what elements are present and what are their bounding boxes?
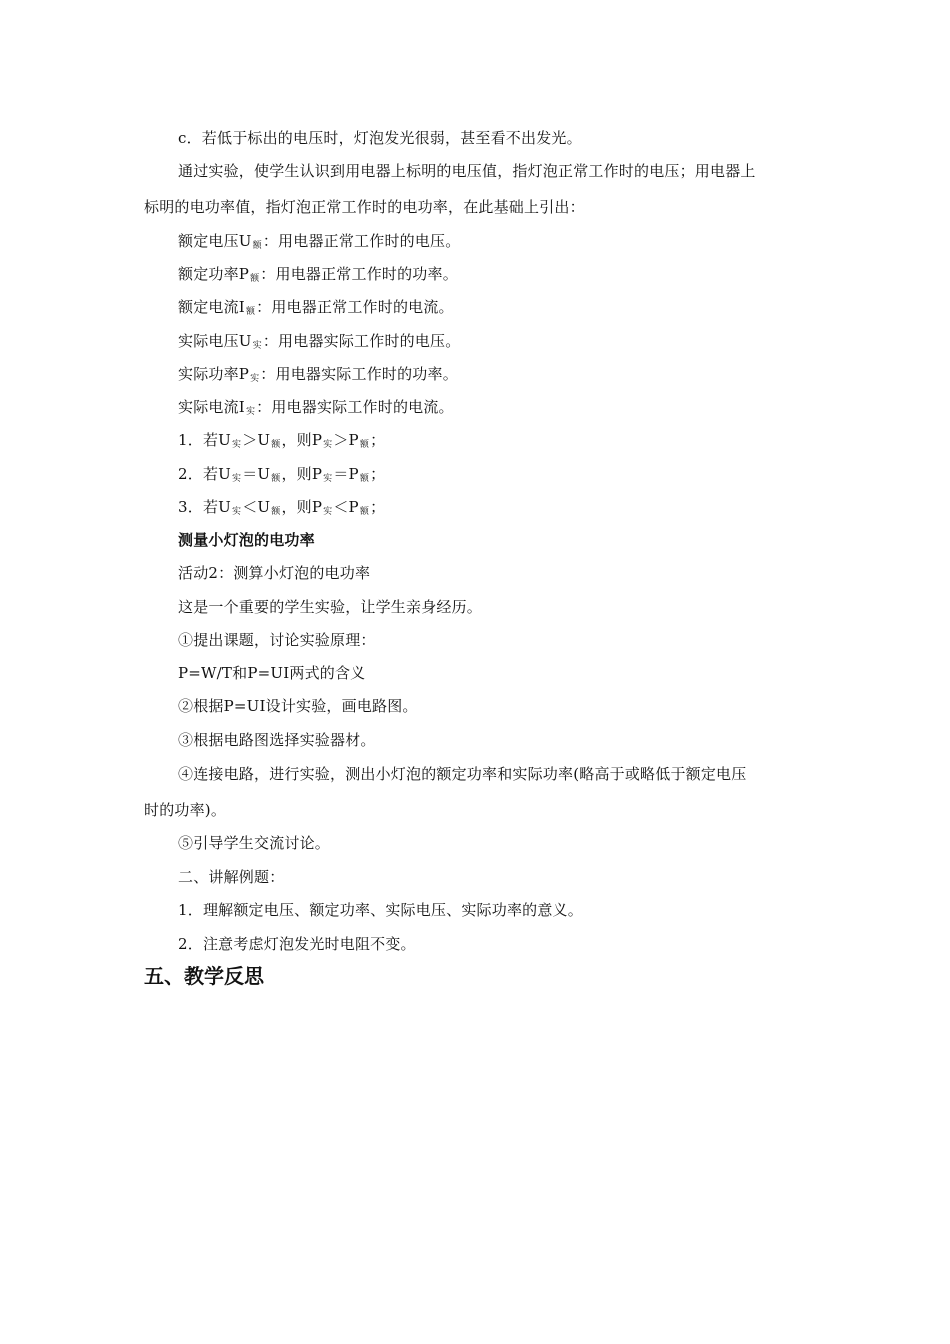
example-line: 2．注意考虑灯泡发光时电阻不变。 — [178, 935, 416, 953]
paragraph-line: 这是一个重要的学生实验，让学生亲身经历。 — [178, 598, 483, 616]
rule-line: 2．若$U_实=U_额$，则$P_实=P_额$； — [178, 465, 386, 484]
definition-actual-current: 实际电流$I_实$：用电器实际工作时的电流。 — [178, 398, 454, 417]
definition-rated-voltage: 额定电压$U_额$：用电器正常工作时的电压。 — [178, 232, 461, 251]
definition-actual-voltage: 实际电压$U_实$：用电器实际工作时的电压。 — [178, 332, 461, 351]
definition-rated-power: 额定功率$P_额$：用电器正常工作时的功率。 — [178, 265, 458, 284]
example-line: 1．理解额定电压、额定功率、实际电压、实际功率的意义。 — [178, 901, 583, 919]
definition-rated-current: 额定电流$I_额$：用电器正常工作时的电流。 — [178, 298, 454, 317]
paragraph-line: 标明的电功率值，指灯泡正常工作时的电功率，在此基础上引出： — [144, 198, 585, 216]
section-heading: 测量小灯泡的电功率 — [178, 531, 315, 549]
step-line: ②根据P=UI设计实验，画电路图。 — [178, 697, 418, 715]
rule-line: 3．若$U_实<U_额$，则$P_实<P_额$； — [178, 498, 386, 517]
step-line: ③根据电路图选择实验器材。 — [178, 731, 376, 749]
step-line: 时的功率)。 — [144, 801, 227, 819]
paragraph-line: c．若低于标出的电压时，灯泡发光很弱，甚至看不出发光。 — [178, 129, 582, 147]
chapter-heading: 五、教学反思 — [144, 964, 264, 988]
definition-actual-power: 实际功率$P_实$：用电器实际工作时的功率。 — [178, 365, 458, 384]
rule-line: 1．若$U_实>U_额$，则$P_实>P_额$； — [178, 431, 386, 450]
step-line: ④连接电路，进行实验，测出小灯泡的额定功率和实际功率(略高于或略低于额定电压 — [178, 765, 747, 783]
paragraph-line: 活动2：测算小灯泡的电功率 — [178, 564, 371, 582]
paragraph-line: 二、讲解例题： — [178, 868, 285, 886]
formula-line: P=W/T和P=UI两式的含义 — [178, 664, 366, 682]
paragraph-line: 通过实验，使学生认识到用电器上标明的电压值，指灯泡正常工作时的电压；用电器上 — [178, 162, 756, 180]
step-line: ⑤引导学生交流讨论。 — [178, 834, 331, 852]
step-line: ①提出课题，讨论实验原理： — [178, 631, 376, 649]
